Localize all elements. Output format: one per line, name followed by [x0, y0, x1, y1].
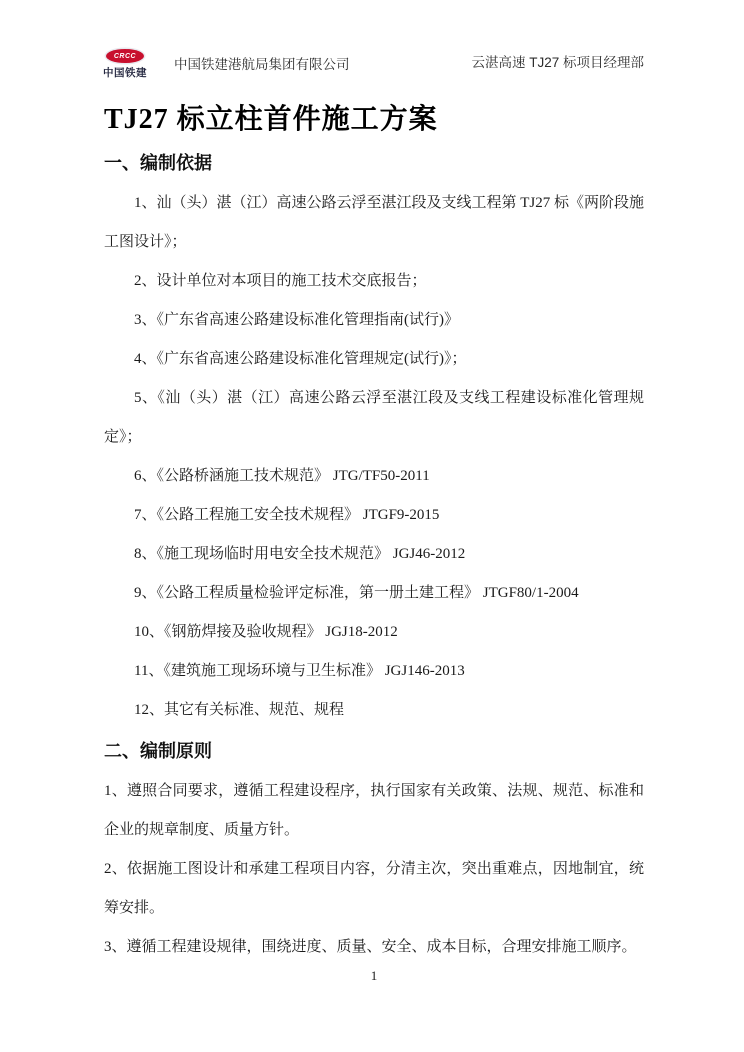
- list-item: 7、《公路工程施工安全技术规程》 JTGF9-2015: [134, 507, 440, 523]
- list-item: 1、遵照合同要求，遵循工程建设程序，执行国家有关政策、法规、规范、标准和企业的规章制度、质量方针。: [104, 783, 644, 838]
- list-item: 3、《广东省高速公路建设标准化管理指南(试行)》: [134, 312, 459, 328]
- list-item: 8、《施工现场临时用电安全技术规范》 JGJ46-2012: [134, 546, 466, 562]
- list-item: 11、《建筑施工现场环境与卫生标准》 JGJ146-2013: [134, 663, 465, 679]
- list-item: 3、遵循工程建设规律，围绕进度、质量、安全、成本目标，合理安排施工顺序。: [104, 939, 637, 955]
- crcc-logo: [98, 49, 152, 80]
- header-company-name: 中国铁建港航局集团有限公司: [174, 57, 350, 72]
- list-item: 6、《公路桥涵施工技术规范》 JTG/TF50-2011: [134, 468, 430, 484]
- list-item: 1、汕（头）湛（江）高速公路云浮至湛江段及支线工程第 TJ27 标《两阶段施工图设计》；: [104, 195, 645, 250]
- document-title: TJ27 标立柱首件施工方案: [104, 104, 438, 135]
- section-principles-list: [104, 772, 644, 967]
- section-heading-basis: 一、编制依据: [104, 153, 212, 173]
- section-basis-list: [104, 184, 644, 730]
- list-item: 2、设计单位对本项目的施工技术交底报告；: [134, 273, 427, 289]
- crcc-logo-text: 中国铁建: [103, 67, 147, 79]
- page-number: 1: [370, 968, 378, 983]
- list-item: 12、其它有关标准、规范、规程: [134, 702, 345, 718]
- list-item: 4、《广东省高速公路建设标准化管理规定(试行)》；: [134, 351, 467, 367]
- crcc-logo-icon: [106, 49, 144, 63]
- section-heading-principles: 二、编制原则: [104, 741, 212, 761]
- document-body: [104, 98, 644, 984]
- list-item: 2、依据施工图设计和承建工程项目内容，分清主次，突出重难点，因地制宜，统筹安排。: [104, 861, 644, 916]
- list-item: 9、《公路工程质量检验评定标准，第一册土建工程》 JTGF80/1-2004: [134, 585, 579, 601]
- list-item: 5、《汕（头）湛（江）高速公路云浮至湛江段及支线工程建设标准化管理规定》；: [104, 390, 644, 445]
- list-item: 10、《钢筋焊接及验收规程》 JGJ18-2012: [134, 624, 398, 640]
- page-header: [98, 40, 644, 80]
- crcc-logo-abbr: CRCC: [113, 52, 137, 60]
- header-project-name: 云湛高速 TJ27 标项目经理部: [471, 55, 644, 70]
